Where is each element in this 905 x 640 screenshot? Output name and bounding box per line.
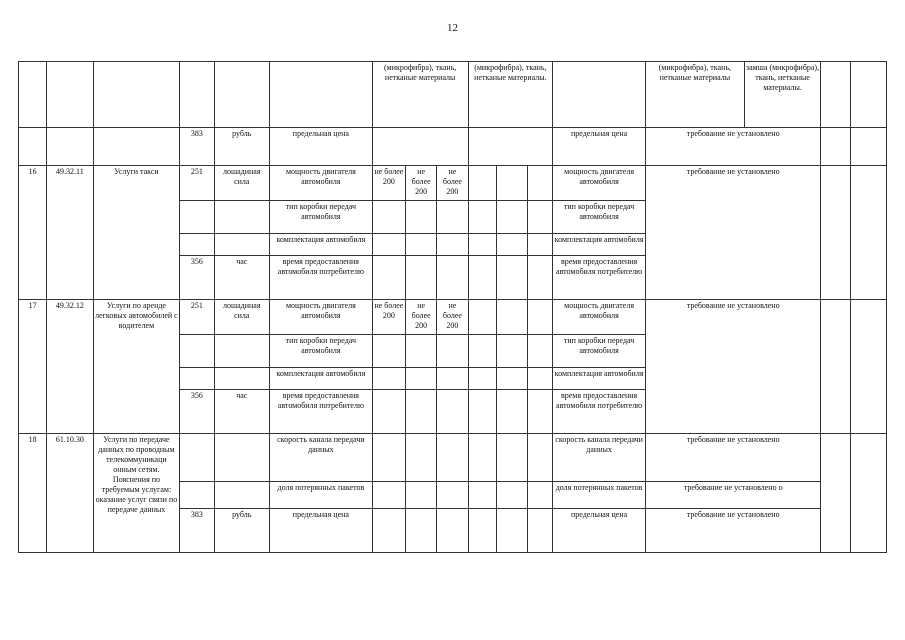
characteristic-name-2: предельная цена [553,128,646,166]
characteristic-name: мощность двигателя автомобиля [269,300,372,335]
characteristic-name-2: предельная цена [553,509,646,553]
characteristic-name-2: тип коробки передач автомобиля [553,201,646,234]
characteristic-name: комплектация автомобиля [269,234,372,256]
requirement-value: требование не установлено [645,509,820,553]
okei-code: 383 [180,128,214,166]
characteristic-name-2: мощность двигателя автомобиля [553,166,646,201]
characteristic-name: предельная цена [269,128,372,166]
requirement-value: требование не установлено [645,300,820,434]
unit-name: рубль [214,128,269,166]
unit-name: час [214,256,269,300]
characteristic-name-2: тип коробки передач автомобиля [553,335,646,368]
requirement-value: требование не установлено [645,434,820,482]
value-cell: не более 200 [372,166,405,201]
okpd-code: 49.32.11 [47,166,93,300]
requirement-value: требование не установлено о [645,482,820,509]
requirements-table [18,61,887,553]
continuation-row [19,62,887,128]
value-cell: не более 200 [406,300,437,335]
unit-name: лошадиная сила [214,300,269,335]
characteristic-name-2: мощность двигателя автомобиля [553,300,646,335]
table-row [19,434,887,482]
table-row [19,166,887,201]
material-cell-3: (микрофибра), ткань, нетканые материалы [645,62,744,128]
characteristic-name-2: время предоставления автомобиля потребителю [553,256,646,300]
characteristic-name-2: доля потерянных пакетов [553,482,646,509]
okei-code: 356 [180,390,214,434]
unit-name: час [214,390,269,434]
value-cell: не более 200 [437,300,468,335]
characteristic-name: комплектация автомобиля [269,368,372,390]
characteristic-name-2: время предоставления автомобиля потребителю [553,390,646,434]
material-cell-1: (микрофибра), ткань, нетканые материалы [372,62,468,128]
okei-code: 356 [180,256,214,300]
characteristic-name: предельная цена [269,509,372,553]
characteristic-name: время предоставления автомобиля потребителю [269,390,372,434]
service-name: Услуги по передаче данных по проводным телекоммуникаци онным сетям. Пояснения по требуемым услугам: оказание услуг связи по передаче данных [93,434,180,553]
characteristic-name: доля потерянных пакетов [269,482,372,509]
unit-name: рубль [214,509,269,553]
characteristic-name-2: комплектация автомобиля [553,234,646,256]
value-cell: не более 200 [437,166,468,201]
value-cell: не более 200 [372,300,405,335]
row-number: 17 [19,300,47,434]
requirement-value: требование не установлено [645,128,820,166]
characteristic-name: тип коробки передач автомобиля [269,201,372,234]
okei-code: 251 [180,166,214,201]
row-number: 16 [19,166,47,300]
okpd-code: 49.32.12 [47,300,93,434]
characteristic-name-2: скорость канала передачи данных [553,434,646,482]
okei-code: 383 [180,509,214,553]
material-cell-4: замша (микрофибра), ткань, нетканые материалы. [744,62,821,128]
requirement-value: требование не установлено [645,166,820,300]
characteristic-name: время предоставления автомобиля потребителю [269,256,372,300]
characteristic-name: тип коробки передач автомобиля [269,335,372,368]
row-number: 18 [19,434,47,553]
page-number: 12 [447,22,458,34]
characteristic-name-2: комплектация автомобиля [553,368,646,390]
unit-name: лошадиная сила [214,166,269,201]
okpd-code: 61.10.30 [47,434,93,553]
characteristic-name: скорость канала передачи данных [269,434,372,482]
service-name: Услуги по аренде легковых автомобилей с водителем [93,300,180,434]
material-cell-2: (микрофибра), ткань, нетканые материалы. [468,62,553,128]
characteristic-name: мощность двигателя автомобиля [269,166,372,201]
okei-code: 251 [180,300,214,335]
service-name: Услуги такси [93,166,180,300]
value-cell: не более 200 [406,166,437,201]
table-row [19,300,887,335]
price-row [19,128,887,166]
